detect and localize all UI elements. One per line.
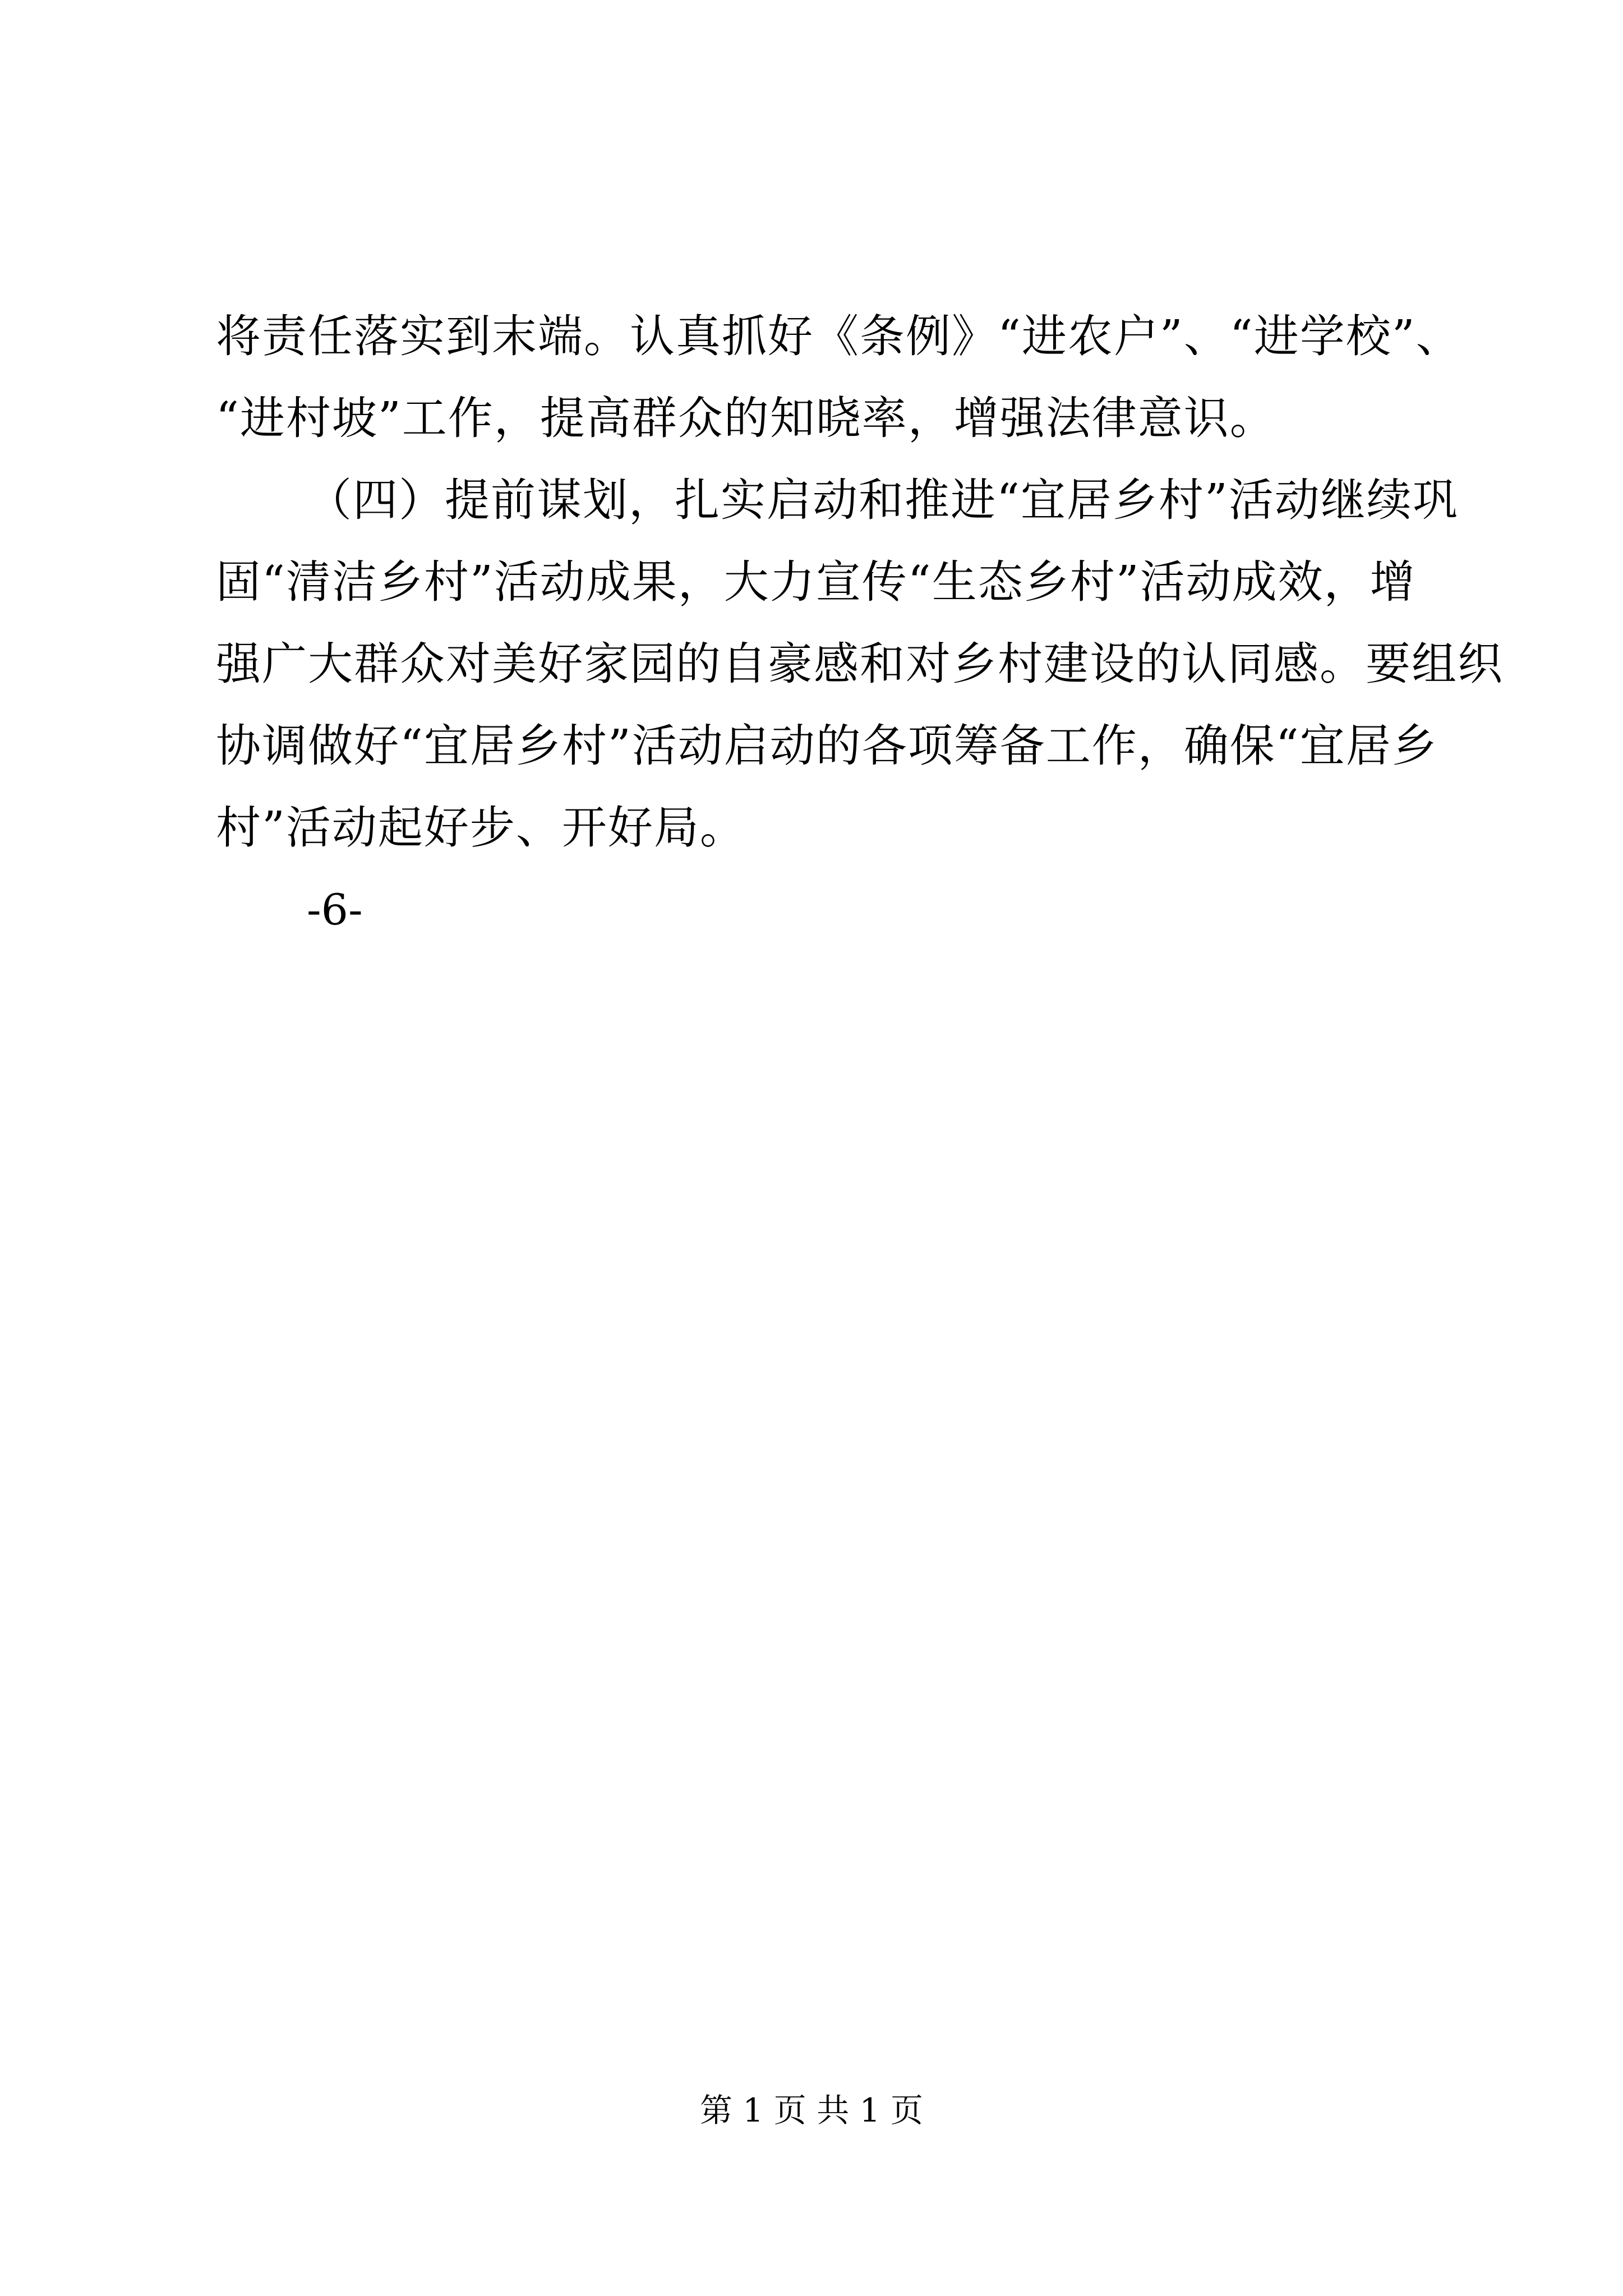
body-text-line: 强广大群众对美好家园的自豪感和对乡村建设的认同感。要组织 — [216, 638, 1504, 690]
section-four-heading-line: （四）提前谋划，扎实启动和推进“宜居乡村”活动继续巩 — [307, 474, 1459, 526]
body-text-line: 协调做好“宜居乡村”活动启动的各项筹备工作，确保“宜居乡 — [216, 720, 1438, 772]
body-text-line: 村”活动起好步、开好局。 — [216, 802, 746, 854]
body-text-line: 固“清洁乡村”活动成果，大力宣传“生态乡村”活动成效，增 — [216, 556, 1416, 608]
inline-page-number: -6- — [307, 885, 363, 935]
body-text-line: 将责任落实到末端。认真抓好《条例》“进农户”、“进学校”、 — [216, 310, 1462, 362]
page-footer: 第 1 页 共 1 页 — [700, 2091, 923, 2129]
body-text-line: “进村坡”工作，提高群众的知晓率，增强法律意识。 — [216, 392, 1276, 444]
